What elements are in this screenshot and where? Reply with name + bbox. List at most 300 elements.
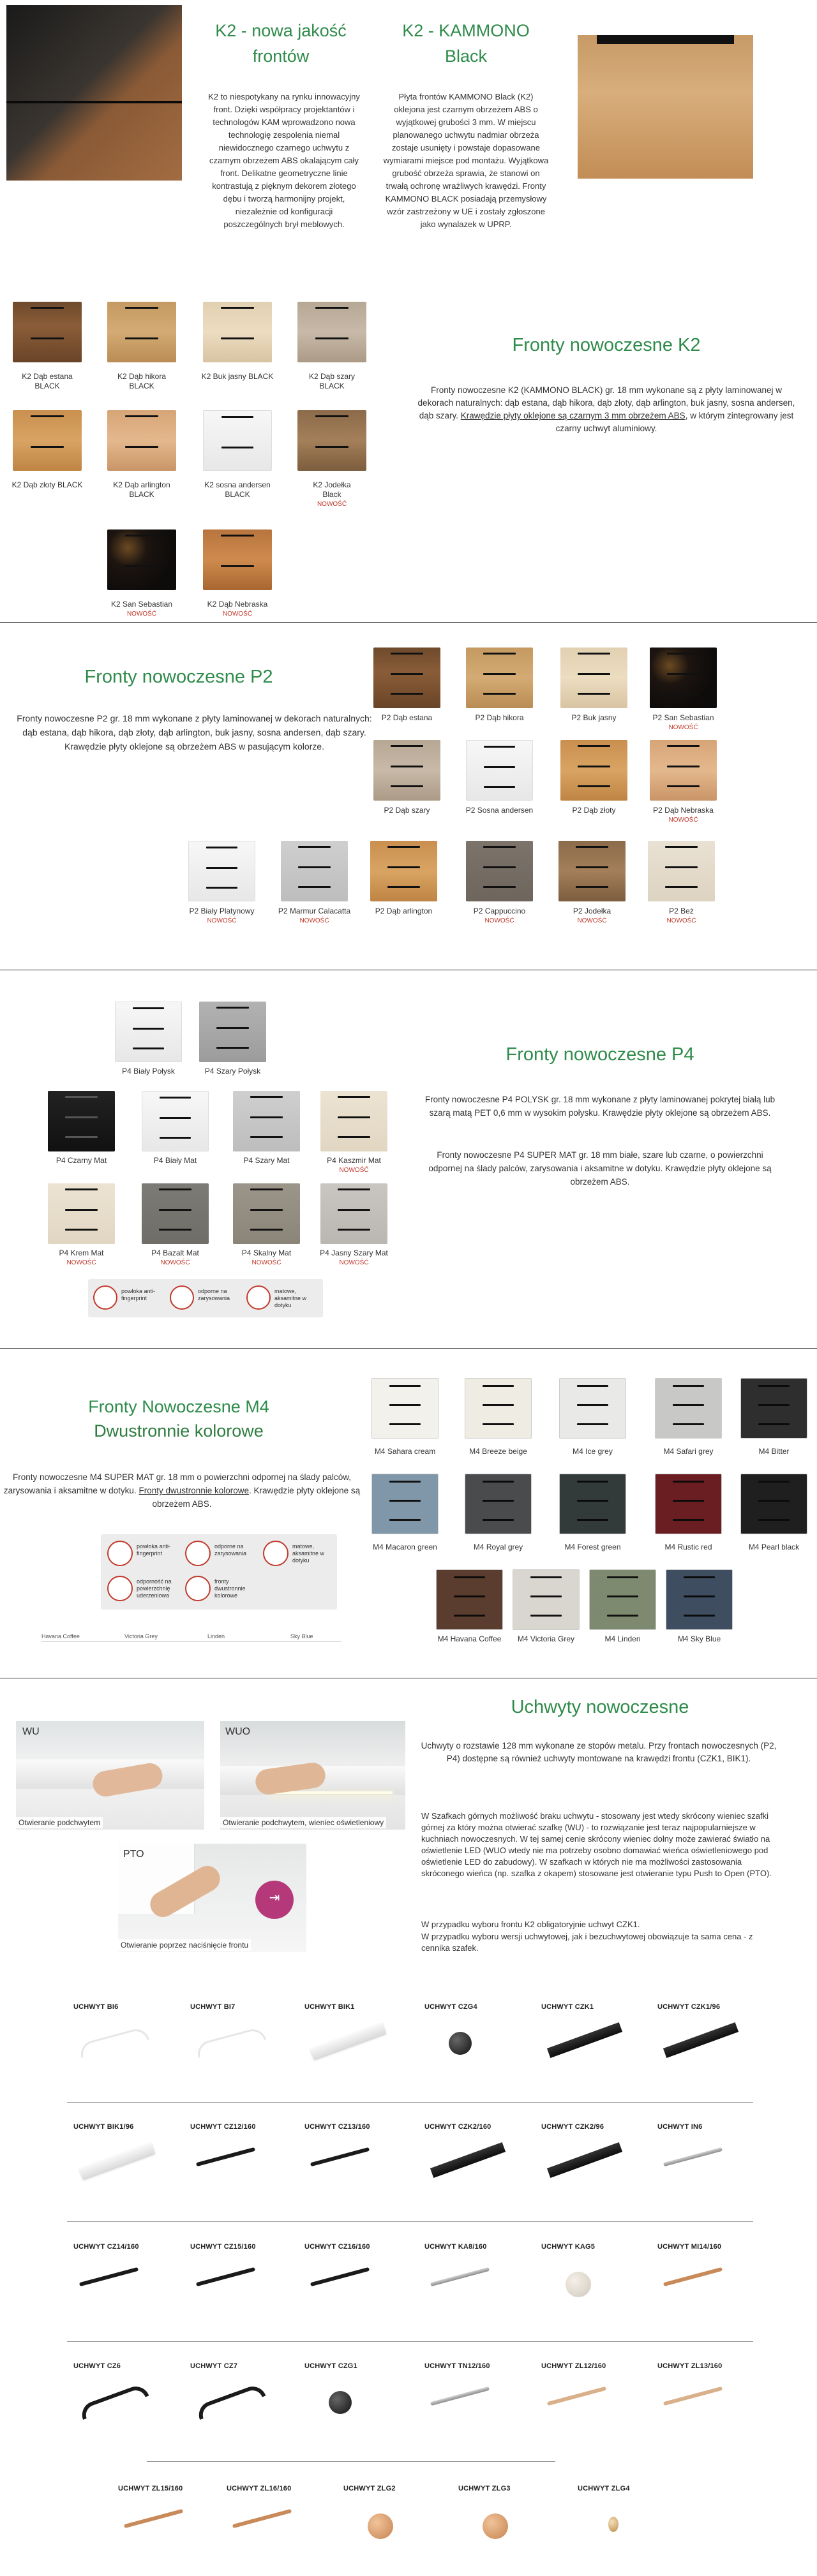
drawer-handle: [607, 1615, 638, 1617]
drawer-handle: [576, 886, 608, 888]
handle-name: UCHWYT CZG4: [424, 2003, 477, 2011]
drawer-handle: [391, 653, 423, 655]
drawer-handle: [391, 673, 423, 675]
swatch-label: [653, 1634, 746, 1644]
drawer-handle: [673, 1500, 704, 1502]
drawer-handle: [389, 1423, 421, 1425]
swatch-name: P2 Dąb estana: [381, 713, 433, 722]
p2-swatch-1[interactable]: [373, 648, 440, 708]
swatch-label: [0, 480, 94, 490]
m4-swatch-14[interactable]: [666, 1569, 733, 1630]
p2-swatch-12[interactable]: [466, 841, 533, 901]
badge-icon: [170, 1285, 194, 1310]
drawer-handle: [667, 785, 699, 787]
swatch-label: [452, 1447, 544, 1456]
m4-color-strip: [41, 1633, 341, 1642]
drawer-handle: [315, 415, 349, 417]
swatch-label: [190, 372, 285, 381]
k2-text-link[interactable]: Krawędzie płyty oklejone są czarnym 3 mm obrzeżem ABS: [460, 411, 686, 420]
swatch-name: P2 Beż: [669, 907, 694, 915]
m4-swatch-13[interactable]: [589, 1569, 656, 1630]
p2-swatch-8[interactable]: [650, 740, 717, 801]
m4-swatch-8[interactable]: [559, 1474, 626, 1534]
handle-image: [663, 2147, 723, 2166]
drawer-handle: [483, 886, 515, 888]
drawer-handle: [483, 653, 515, 655]
handle-name: UCHWYT BI7: [190, 2003, 236, 2011]
handle-name: UCHWYT MI14/160: [657, 2243, 722, 2251]
m4-swatch-1[interactable]: [371, 1378, 438, 1439]
badge-text: odporność na powierzchnię uderzeniowa: [137, 1578, 172, 1599]
p2-swatch-6[interactable]: [466, 740, 533, 801]
swatch-label: [546, 907, 638, 926]
swatch-label: [94, 372, 189, 391]
swatch-label: [453, 713, 546, 723]
handle-image: [79, 2267, 139, 2286]
swatch-label: [285, 372, 379, 391]
drawer-handle: [338, 1116, 370, 1118]
handle-image: [368, 2513, 393, 2539]
drawer-handle: [454, 1595, 485, 1597]
swatch-name: P2 Dąb hikora: [475, 713, 524, 722]
handle-image: [78, 2026, 149, 2058]
drawer-handle: [206, 887, 237, 889]
m4-text-body: Fronty nowoczesne M4 SUPER MAT gr. 18 mm o powierzchni odpornej na ślady palców, zarysowania i aksamitne w dotyku.: [3, 1472, 351, 1495]
handle-name: UCHWYT CZK2/160: [424, 2123, 491, 2131]
swatch-name: P4 Kaszmir Mat: [327, 1156, 381, 1165]
handle-name: UCHWYT BIK1: [304, 2003, 355, 2011]
drawer-handle: [298, 886, 330, 888]
swatch-label: [642, 1447, 735, 1456]
swatch-label: [0, 372, 94, 391]
p4-badges: [88, 1279, 323, 1317]
new-badge: NOWOŚĆ: [339, 1167, 369, 1174]
drawer-handle: [216, 1047, 248, 1049]
p4-swatch-6[interactable]: [320, 1091, 387, 1151]
new-badge: NOWOŚĆ: [299, 917, 329, 924]
drawer-handle: [684, 1576, 715, 1578]
swatch-label: [129, 1156, 221, 1166]
drawer-handle: [578, 693, 610, 695]
swatch-name: M4 Pearl black: [748, 1543, 800, 1551]
k2-swatch-7[interactable]: [203, 410, 272, 471]
swatch-label: [357, 907, 450, 916]
p4-swatch-9[interactable]: [233, 1183, 300, 1244]
swatch-label: [308, 1156, 400, 1175]
drawer-handle: [65, 1116, 97, 1118]
swatch-name: P2 Marmur Calacatta: [278, 907, 351, 915]
drawer-handle: [391, 766, 423, 767]
handle-image: [430, 2267, 490, 2286]
handle-name: UCHWYT CZ16/160: [304, 2243, 370, 2251]
m4-swatch-4[interactable]: [655, 1378, 722, 1439]
handles-p2: W Szafkach górnych możliwość braku uchwytu - stosowany jest wtedy skrócony wieniec szafki górnej za który można otwierać szafkę (WU) - to rozwiązanie jest teraz najpopularniejsze w kuchniach nowoczesnych. W tej samej cenie skrócony wieniec dolny może zawierać światło na oświetlenie LED (WUO wtedy nie ma potrzeby osobno domawiać wieńca oświetleniowego pod oświetlenie LED do zabudowy). W szafkach w których nie ma możliwości zastosowania skróconego wieńca (np. szafka z okapem) stosowane jest otwieranie typu Push to Open (PTO).: [421, 1811, 772, 1878]
new-badge: NOWOŚĆ: [66, 1259, 96, 1266]
drawer-handle: [250, 1209, 282, 1211]
handles-row-divider: [67, 2102, 753, 2103]
p4-swatch-10[interactable]: [320, 1183, 387, 1244]
swatch-name: P4 Szary Mat: [243, 1156, 290, 1165]
p2-swatch-13[interactable]: [558, 841, 626, 901]
handle-image: [310, 2267, 370, 2286]
drawer-handle: [758, 1404, 790, 1406]
m4-swatch-11[interactable]: [436, 1569, 503, 1630]
swatch-label: [94, 600, 189, 619]
p2-swatch-2[interactable]: [466, 648, 533, 708]
swatch-label: [359, 1543, 451, 1552]
swatch-name: P4 Bazalt Mat: [151, 1248, 199, 1257]
swatch-name: M4 Royal grey: [473, 1543, 523, 1551]
k2-intro-title-left: K2 - nowa jakość frontów: [215, 21, 347, 66]
drawer-handle: [389, 1481, 421, 1483]
drawer-handle: [483, 693, 515, 695]
handle-photo-wu: [16, 1721, 204, 1830]
new-badge: NOWOŚĆ: [668, 817, 698, 824]
p2-swatch-3[interactable]: [560, 648, 627, 708]
drawer-handle: [31, 337, 64, 339]
handle-photo-pto: [118, 1844, 306, 1952]
drawer-handle: [387, 846, 419, 848]
drawer-handle: [298, 866, 330, 868]
strip-label: Victoria Grey: [124, 1633, 158, 1640]
handles-p4: W przypadku wyboru wersji uchwytowej, jak i bezuchwytowej obowiązuje ta sama cena - z cennika szafek.: [421, 1932, 753, 1953]
k2-title: Fronty nowoczesne K2: [512, 335, 701, 355]
handle-name: UCHWYT TN12/160: [424, 2362, 490, 2370]
m4-swatch-7[interactable]: [465, 1474, 532, 1534]
drawer-handle: [160, 1097, 191, 1099]
handle-image: [663, 2022, 738, 2058]
drawer-handle: [133, 1007, 164, 1009]
drawer-handle: [133, 1047, 164, 1049]
swatch-name: K2 Dąb arlington: [113, 480, 170, 489]
handle-image: [430, 2387, 490, 2406]
k2-swatch-6[interactable]: [107, 410, 176, 471]
drawer-handle: [387, 886, 419, 888]
drawer-handle: [389, 1519, 421, 1521]
drawer-handle: [216, 1007, 248, 1009]
swatch-name: P4 Szary Połysk: [204, 1067, 261, 1076]
swatch-name: P4 Skalny Mat: [241, 1248, 292, 1257]
swatch-name: P4 Jasny Szary Mat: [320, 1248, 388, 1257]
drawer-handle: [125, 535, 158, 537]
drawer-handle: [216, 1027, 248, 1029]
k2-swatch-5[interactable]: [13, 410, 82, 471]
drawer-handle: [206, 847, 237, 848]
swatch-name: M4 Ice grey: [573, 1447, 613, 1456]
m4-swatch-3[interactable]: [559, 1378, 626, 1439]
drawer-handle: [221, 535, 254, 537]
handle-name: UCHWYT CZ7: [190, 2362, 238, 2370]
swatch-name: K2 Dąb złoty BLACK: [11, 480, 83, 489]
drawer-handle: [31, 446, 64, 448]
handle-photo-wu-caption: Otwieranie podchwytem: [16, 1817, 103, 1828]
drawer-handle: [578, 766, 610, 767]
swatch-label: [308, 1248, 400, 1268]
drawer-handle: [530, 1576, 562, 1578]
swatch-label: [546, 1447, 639, 1456]
drawer-handle: [577, 1500, 608, 1502]
handle-photo-wuo-tag: WUO: [225, 1726, 251, 1737]
k2-swatch-10[interactable]: [203, 529, 272, 590]
drawer-handle: [221, 337, 254, 339]
swatch-name: P2 Buk jasny: [571, 713, 617, 722]
p4-swatch-1[interactable]: [115, 1002, 182, 1062]
p2-swatch-4[interactable]: [650, 648, 717, 708]
drawer-handle: [133, 1028, 164, 1030]
swatch-name: P2 Jodełka: [573, 907, 611, 915]
swatch-label: [548, 713, 640, 723]
drawer-handle: [387, 866, 419, 868]
badge-text: fronty dwustronnie kolorowe: [214, 1578, 246, 1599]
p2-swatch-7[interactable]: [560, 740, 627, 801]
k2-text-end: , w którym zintegrowany jest czarny uchwyt aluminiowy.: [555, 411, 794, 433]
handle-name: UCHWYT CZ6: [73, 2362, 121, 2370]
k2-photo-left: [6, 5, 182, 181]
k2-swatch-1[interactable]: [13, 302, 82, 362]
strip-label: Linden: [207, 1633, 225, 1640]
handles-row-divider: [147, 2461, 555, 2462]
handles-title: Uchwyty nowoczesne: [511, 1697, 689, 1717]
drawer-handle: [607, 1595, 638, 1597]
swatch-label: [728, 1543, 817, 1552]
drawer-handle: [65, 1209, 97, 1211]
k2-swatch-2[interactable]: [107, 302, 176, 362]
drawer-handle: [454, 1615, 485, 1617]
handle-image: [310, 2147, 370, 2166]
swatch-label: [359, 1447, 451, 1456]
new-badge: NOWOŚĆ: [251, 1259, 281, 1266]
drawer-handle: [758, 1385, 790, 1387]
handle-name: UCHWYT CZ14/160: [73, 2243, 139, 2251]
swatch-name: K2 Dąb Nebraska: [207, 600, 268, 609]
swatch-label: [453, 806, 546, 815]
drawer-handle: [607, 1576, 638, 1578]
push-icon: ⇥: [269, 1891, 280, 1905]
handle-image: [449, 2032, 472, 2055]
p4-swatch-2[interactable]: [199, 1002, 266, 1062]
drawer-handle: [667, 693, 699, 695]
badge-icon: [93, 1285, 117, 1310]
handle-name: UCHWYT KAG5: [541, 2243, 596, 2251]
handle-image: [483, 2513, 508, 2539]
drawer-handle: [159, 1229, 191, 1231]
drawer-handle: [250, 1136, 282, 1138]
drawer-handle: [578, 745, 610, 747]
swatch-label: [94, 480, 189, 500]
p4-swatch-4[interactable]: [142, 1091, 209, 1151]
swatch-name: M4 Rustic red: [664, 1543, 712, 1551]
handle-name: UCHWYT CZK2/96: [541, 2123, 604, 2131]
m4-text-link[interactable]: Fronty dwustronnie kolorowe: [139, 1486, 250, 1495]
drawer-handle: [206, 867, 237, 869]
badge-text: powłoka anti-fingerprint: [137, 1543, 171, 1557]
k2-swatch-9[interactable]: [107, 529, 176, 590]
handle-name: UCHWYT ZL13/160: [657, 2362, 723, 2370]
swatch-name: P2 Cappuccino: [473, 907, 526, 915]
swatch-label: [453, 907, 546, 926]
p2-swatch-14[interactable]: [648, 841, 715, 901]
m4-swatch-12[interactable]: [513, 1569, 580, 1630]
badge-icon: [185, 1576, 211, 1601]
p2-swatch-11[interactable]: [370, 841, 437, 901]
m4-text: [3, 1470, 361, 1511]
drawer-handle: [315, 446, 349, 448]
drawer-handle: [65, 1096, 97, 1098]
drawer-handle: [159, 1209, 191, 1211]
swatch-name: M4 Victoria Grey: [517, 1634, 575, 1643]
p4-title: Fronty nowoczesne P4: [506, 1044, 694, 1065]
drawer-handle: [65, 1136, 97, 1138]
drawer-handle: [298, 846, 330, 848]
badge-icon: [263, 1541, 289, 1566]
m4-title-1: Fronty Nowoczesne M4: [88, 1397, 269, 1416]
drawer-handle: [758, 1481, 790, 1483]
new-badge: NOWOŚĆ: [666, 917, 696, 924]
drawer-handle: [684, 1595, 715, 1597]
handle-image: [124, 2509, 183, 2528]
drawer-handle: [221, 416, 254, 418]
swatch-name: P4 Krem Mat: [59, 1248, 104, 1257]
handle-image: [196, 2267, 255, 2286]
handle-name: UCHWYT KA8/160: [424, 2243, 487, 2251]
handle-photo-wu-tag: WU: [22, 1726, 40, 1737]
handles-p3: W przypadku wyboru frontu K2 obligatoryjnie uchwyt CZK1.: [421, 1920, 640, 1929]
drawer-handle: [673, 1519, 704, 1521]
drawer-handle: [250, 1096, 282, 1098]
drawer-handle: [665, 866, 697, 868]
m4-swatch-6[interactable]: [371, 1474, 438, 1534]
drawer-handle: [250, 1229, 282, 1231]
badge-text: matowe, aksamitne w dotyku: [292, 1543, 325, 1564]
new-badge: NOWOŚĆ: [484, 917, 514, 924]
swatch-label: [546, 1543, 639, 1552]
handle-image: [196, 2147, 255, 2166]
drawer-handle: [391, 745, 423, 747]
p4-swatch-3[interactable]: [48, 1091, 115, 1151]
swatch-label: [285, 480, 379, 509]
drawer-handle: [125, 446, 158, 448]
drawer-handle: [160, 1117, 191, 1119]
handle-photo-wuo-caption: Otwieranie podchwytem, wieniec oświetleniowy: [220, 1817, 386, 1828]
drawer-handle: [454, 1576, 485, 1578]
drawer-handle: [667, 673, 699, 675]
swatch-label: [220, 1156, 313, 1166]
k2-swatch-8[interactable]: [297, 410, 366, 471]
swatch-name: K2 Dąb estana: [22, 372, 73, 381]
drawer-handle: [577, 1519, 608, 1521]
m4-swatch-5[interactable]: [740, 1378, 807, 1439]
badge-text: odporne na zarysowania: [198, 1288, 230, 1301]
drawer-handle: [125, 307, 158, 309]
drawer-handle: [391, 785, 423, 787]
p2-swatch-5[interactable]: [373, 740, 440, 801]
k2-swatch-4[interactable]: [297, 302, 366, 362]
handles-p1: Uchwyty o rozstawie 128 mm wykonane ze stopów metalu. Przy frontach nowoczesnych (P2, P4) dostępne są również uchwyty montowane na krawędzi frontu (CZK1, BIK1).: [421, 1741, 777, 1763]
k2-text-body: Fronty nowoczesne K2 (KAMMONO BLACK) gr. 18 mm wykonane są z płyty laminowanej w dekorach naturalnych: dąb estana, dąb hikora, dąb złoty, dąb arlington, buk jasny, sosna andersen, dąb szary.: [417, 385, 795, 420]
handle-image: [195, 2026, 266, 2058]
p2-swatch-9[interactable]: [188, 841, 255, 901]
drawer-handle: [338, 1096, 370, 1098]
separator-1: [0, 622, 817, 623]
badge-text: odporne na zarysowania: [214, 1543, 247, 1557]
swatch-label: [190, 600, 285, 619]
p4-swatch-5[interactable]: [233, 1091, 300, 1151]
m4-title-2: Dwustronnie kolorowe: [94, 1421, 264, 1440]
m4-swatch-10[interactable]: [740, 1474, 807, 1534]
k2-photo-right: [578, 35, 753, 179]
handle-image: [547, 2142, 622, 2178]
p2-swatch-10[interactable]: [281, 841, 348, 901]
new-badge: NOWOŚĆ: [160, 1259, 190, 1266]
new-badge: NOWOŚĆ: [339, 1259, 369, 1266]
drawer-handle: [577, 1385, 608, 1387]
drawer-handle: [338, 1209, 370, 1211]
swatch-name: M4 Breeze beige: [469, 1447, 527, 1456]
swatch-name: M4 Forest green: [564, 1543, 621, 1551]
p4-swatch-7[interactable]: [48, 1183, 115, 1244]
m4-swatch-9[interactable]: [655, 1474, 722, 1534]
swatch-name: P2 Biały Platynowy: [189, 907, 255, 915]
drawer-handle: [483, 1423, 514, 1425]
badge-text: powłoka anti-fingerprint: [121, 1288, 156, 1301]
swatch-label: [35, 1156, 128, 1166]
drawer-handle: [221, 565, 254, 567]
swatch-name-2: BLACK: [129, 490, 154, 499]
strip-label: Sky Blue: [290, 1633, 313, 1640]
swatch-label: [637, 806, 730, 825]
handle-image: [547, 2022, 622, 2058]
handle-image: [663, 2387, 723, 2406]
k2-intro-title-right: K2 - KAMMONO Black: [402, 21, 530, 66]
m4-swatch-2[interactable]: [465, 1378, 532, 1439]
drawer-handle: [578, 673, 610, 675]
swatch-name: K2 San Sebastian: [110, 600, 173, 609]
k2-text: [415, 384, 798, 435]
separator-3: [0, 1348, 817, 1349]
handle-image: [329, 2391, 352, 2414]
drawer-handle: [483, 846, 515, 848]
drawer-handle: [673, 1423, 704, 1425]
drawer-handle: [31, 415, 64, 417]
k2-swatch-3[interactable]: [203, 302, 272, 362]
swatch-label: [186, 1067, 279, 1076]
swatch-name-2: BLACK: [34, 381, 60, 390]
drawer-handle: [665, 846, 697, 848]
drawer-handle: [484, 766, 515, 768]
handle-image: [608, 2517, 618, 2532]
handle-image: [310, 2022, 386, 2059]
swatch-label: [129, 1248, 221, 1268]
handle-image: [430, 2142, 506, 2178]
m4-text-end: . Krawędzie płyty oklejone są obrzeżem ABS.: [152, 1486, 361, 1509]
handle-image: [663, 2267, 723, 2286]
drawer-handle: [483, 673, 515, 675]
handle-name: UCHWYT ZLG2: [343, 2485, 396, 2492]
handle-name: UCHWYT ZLG3: [458, 2485, 511, 2492]
p4-swatch-8[interactable]: [142, 1183, 209, 1244]
handle-name: UCHWYT ZL16/160: [227, 2485, 292, 2492]
drawer-handle: [530, 1595, 562, 1597]
drawer-handle: [577, 1423, 608, 1425]
p2-text: Fronty nowoczesne P2 gr. 18 mm wykonane z płyty laminowanej w dekorach naturalnych: dąb estana, dąb hikora, dąb złoty, dąb arlington, buk jasny, sosna andersen, dąb szary. Krawędzie płyty oklejone są obrzeżem ABS w pasującym kolorze.: [17, 713, 372, 751]
drawer-handle: [673, 1385, 704, 1387]
swatch-name: M4 Bitter: [758, 1447, 790, 1456]
badge-icon: [107, 1576, 133, 1601]
drawer-handle: [389, 1385, 421, 1387]
handle-name: UCHWYT BI6: [73, 2003, 119, 2011]
drawer-handle: [338, 1136, 370, 1138]
drawer-handle: [391, 693, 423, 695]
